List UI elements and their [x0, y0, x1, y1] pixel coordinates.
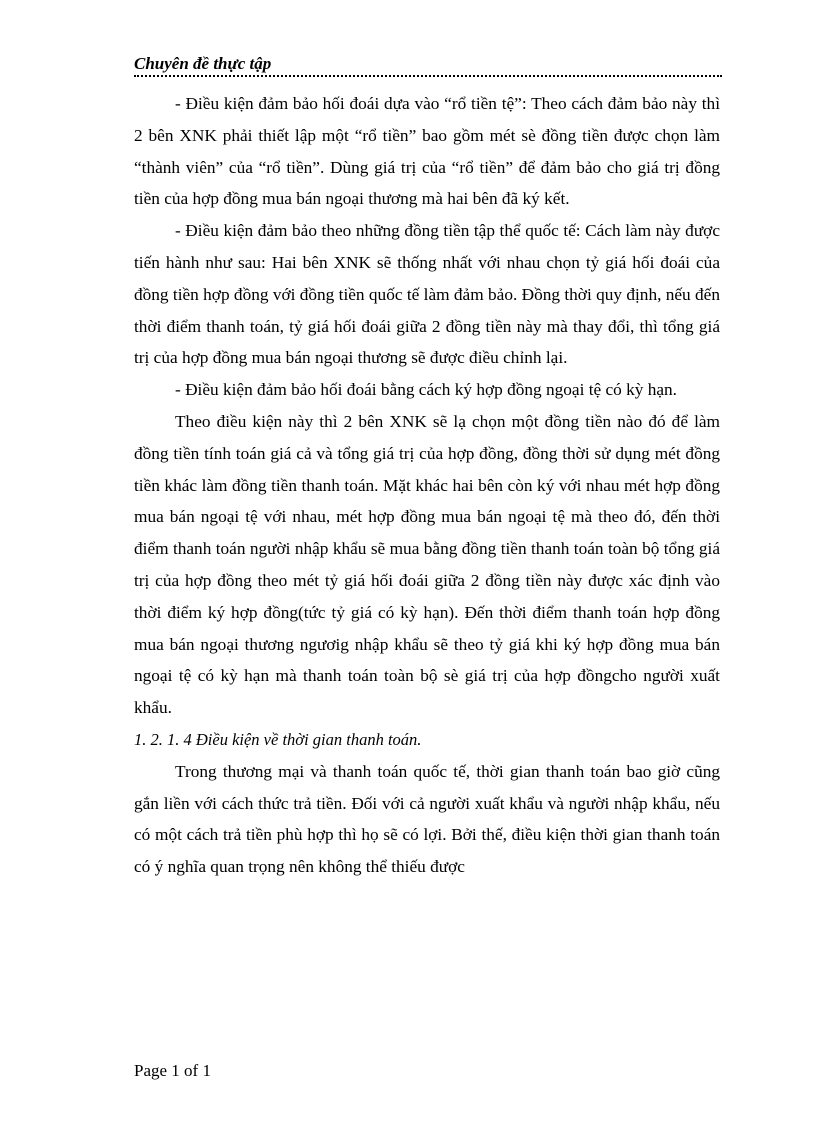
page-footer-number: Page 1 of 1: [134, 1061, 211, 1080]
paragraph-forward-explanation: Theo điều kiện này thì 2 bên XNK sẽ lạ chọn một đồng tiền nào đó để làm đồng tiền tính toán giá cả và tổng giá trị của hợp đồng, đồng thời sử dụng mét đồng tiền khác làm đồng tiền thanh toán. Mặt khác hai bên còn ký với nhau mét hợp đồng mua bán ngoại tệ với nhau, mét hợp đồng mua bán ngoại tệ mà theo đó, đến thời điểm thanh toán người nhập khẩu sẽ mua bằng đồng tiền thanh toán toàn bộ tổng giá trị của hợp đồng theo mét tỷ giá hối đoái giữa 2 đồng tiền này được xác định vào thời điểm ký hợp đồng(tức tỷ giá có kỳ hạn). Đến thời điểm thanh toán hợp đồng mua bán ngoại thương ngươig nhập khẩu sẽ theo tỷ giá khi ký hợp đồng mua bán ngoại tệ có kỳ hạn mà thanh toán toàn bộ sè giá trị của hợp đồngcho người xuất khẩu.: [134, 411, 720, 718]
header-divider: [134, 75, 722, 77]
page-header-title: Chuyên đề thực tập: [134, 54, 272, 73]
paragraph-currency-basket: - Điều kiện đảm bảo hối đoái dựa vào “rổ tiền tệ”: Theo cách đảm bảo này thì 2 bên XNK phải thiết lập một “rổ tiền” bao gồm mét sè đồng tiền được chọn làm “thành viên” của “rổ tiền”. Dùng giá trị của “rổ tiền” để đảm bảo cho giá trị đồng tiền của hợp đồng mua bán ngoại thương mà hai bên đã ký kết.: [134, 94, 720, 209]
paragraph-forward-contract: - Điều kiện đảm bảo hối đoái bằng cách ký hợp đồng ngoại tệ có kỳ hạn.: [175, 380, 678, 400]
paragraph-payment-time: Trong thương mại và thanh toán quốc tế, thời gian thanh toán bao giờ cũng gắn liền với cách thức trả tiền. Đối với cả người xuất khẩu và người nhập khẩu, nếu có một cách trả tiền phù hợp thì họ sẽ có lợi. Bởi thế, điều kiện thời gian thanh toán có ý nghĩa quan trọng nên không thể thiếu được: [134, 761, 720, 877]
document-body: [134, 88, 720, 883]
paragraph-collective-currency: - Điều kiện đảm bảo theo những đồng tiền tập thể quốc tế: Cách làm này được tiến hành như sau: Hai bên XNK sẽ thống nhất với nhau chọn tỷ giá hối đoái của đồng tiền hợp đồng với đồng tiền quốc tế làm đảm bảo. Đồng thời quy định, nếu đến thời điểm thanh toán, tỷ giá hối đoái giữa 2 đồng tiền này mà thay đổi, thì tổng giá trị của hợp đồng mua bán ngoại thương sẽ được điều chỉnh lại.: [134, 221, 720, 368]
section-heading-payment-time: 1. 2. 1. 4 Điều kiện về thời gian thanh toán.: [134, 729, 422, 749]
